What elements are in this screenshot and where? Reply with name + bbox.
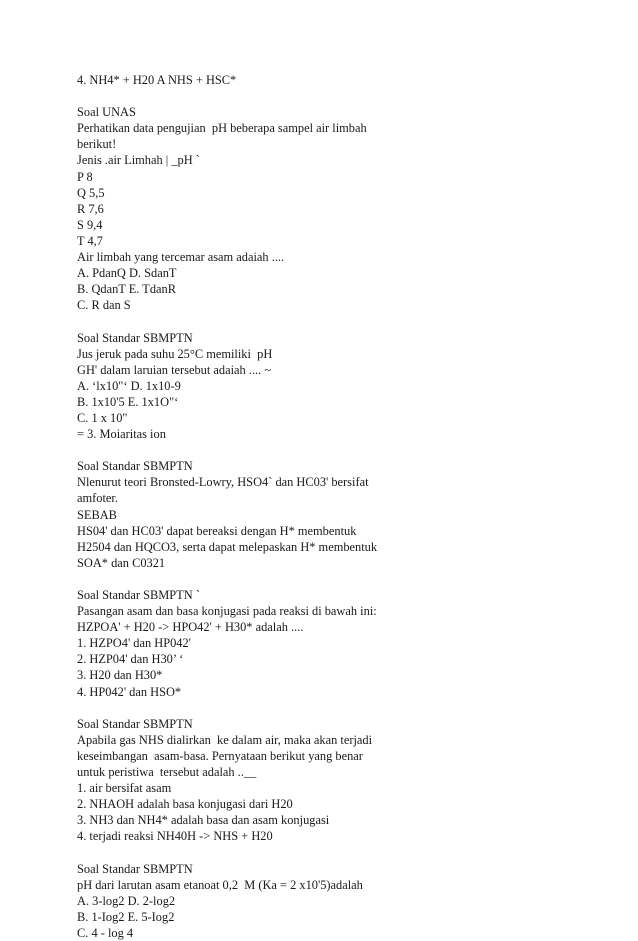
- question-block: [77, 72, 597, 88]
- text-line: 2. NHAOH adalah basa konjugasi dari H20: [77, 797, 293, 812]
- block-spacer: [77, 845, 597, 861]
- text-line: A. PdanQ D. SdanT: [77, 266, 177, 281]
- text-line: Jenis .air Limhah | _pH `: [77, 153, 200, 168]
- question-block: [77, 587, 597, 700]
- text-line: C. R dan S: [77, 298, 131, 313]
- text-line: B. 1x10'5 E. 1x1O"‘: [77, 394, 179, 409]
- text-line: P 8: [77, 169, 93, 184]
- block-spacer: [77, 88, 597, 104]
- question-block: [77, 458, 597, 571]
- block-spacer: [77, 313, 597, 329]
- text-line: = 3. Moiaritas ion: [77, 427, 166, 442]
- text-line: HZPOA' + H20 -> HPO42' + H30* adalah ....: [77, 620, 304, 635]
- text-line: amfoter.: [77, 491, 118, 506]
- block-spacer: [77, 700, 597, 716]
- text-line: Perhatikan data pengujian pH beberapa sampel air limbah: [77, 121, 367, 136]
- text-line: H2504 dan HQCO3, serta dapat melepaskan H* membentuk: [77, 539, 378, 554]
- text-line: A. 3-log2 D. 2-log2: [77, 893, 176, 908]
- block-heading: 4. NH4* + H20 A NHS + HSC*: [77, 73, 237, 87]
- question-block: [77, 861, 597, 941]
- question-block: [77, 716, 597, 845]
- block-heading: Soal Standar SBMPTN: [77, 330, 193, 345]
- text-line: 1. air bersifat asam: [77, 781, 172, 796]
- text-line: 4. HP042' dan HSO*: [77, 684, 182, 699]
- text-line: Nlenurut teori Bronsted-Lowry, HSO4` dan HC03' bersifat: [77, 475, 369, 490]
- block-heading: Soal Standar SBMPTN: [77, 861, 193, 876]
- block-heading: Soal Standar SBMPTN: [77, 459, 193, 474]
- text-line: 1. HZPO4' dan HP042': [77, 636, 191, 651]
- text-line: untuk peristiwa tersebut adalah ..__: [77, 765, 257, 780]
- text-line: GH' dalam laruian tersebut adaiah .... ~: [77, 362, 272, 377]
- block-spacer: [77, 442, 597, 458]
- text-line: Jus jeruk pada suhu 25°C memiliki pH: [77, 346, 273, 361]
- text-line: berikut!: [77, 137, 117, 152]
- text-line: keseimbangan asam-basa. Pernyataan berikut yang benar: [77, 748, 363, 763]
- question-block: [77, 104, 597, 313]
- text-line: C. 1 x 10": [77, 410, 128, 425]
- text-line: pH dari larutan asam etanoat 0,2 M (Ka = 2 x10'5)adalah: [77, 877, 363, 892]
- text-line: 3. H20 dan H30*: [77, 668, 163, 683]
- text-line: Apabila gas NHS dialirkan ke dalam air, maka akan terjadi: [77, 732, 373, 747]
- text-line: 2. HZP04' dan H30’ ‘: [77, 652, 184, 667]
- text-line: SEBAB: [77, 507, 117, 522]
- block-spacer: [77, 571, 597, 587]
- text-line: HS04' dan HC03' dapat bereaksi dengan H* membentuk: [77, 523, 357, 538]
- text-line: S 9,4: [77, 217, 103, 232]
- text-line: B. 1-Iog2 E. 5-Iog2: [77, 909, 175, 924]
- text-line: 4. terjadi reaksi NH40H -> NHS + H20: [77, 829, 273, 844]
- text-line: Pasangan asam dan basa konjugasi pada reaksi di bawah ini:: [77, 604, 377, 619]
- text-line: Q 5,5: [77, 185, 105, 200]
- text-line: Air limbah yang tercemar asam adaiah ....: [77, 250, 285, 265]
- text-line: B. QdanT E. TdanR: [77, 282, 177, 297]
- block-heading: Soal UNAS: [77, 105, 136, 120]
- document-page: [77, 72, 597, 941]
- text-line: 3. NH3 dan NH4* adalah basa dan asam konjugasi: [77, 813, 330, 828]
- question-block: [77, 330, 597, 443]
- text-line: C. 4 - log 4: [77, 925, 134, 940]
- text-line: A. ‘lx10"‘ D. 1x10-9: [77, 378, 181, 393]
- text-line: SOA* dan C0321: [77, 555, 166, 570]
- block-heading: Soal Standar SBMPTN `: [77, 588, 200, 602]
- text-line: T 4,7: [77, 233, 103, 248]
- text-line: R 7,6: [77, 201, 104, 216]
- block-heading: Soal Standar SBMPTN: [77, 716, 193, 731]
